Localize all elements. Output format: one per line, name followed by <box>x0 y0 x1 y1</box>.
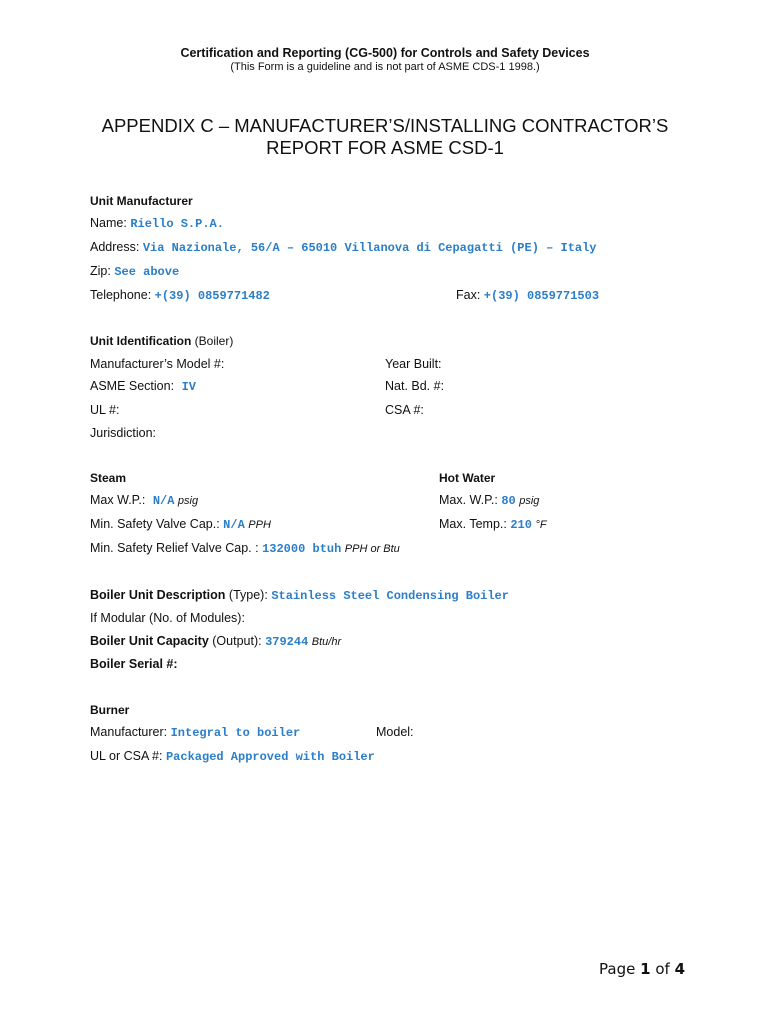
boiler-capacity-unit: Btu/hr <box>311 636 342 648</box>
burner-model-label: Model: <box>376 725 414 739</box>
burner-manufacturer-label: Manufacturer: <box>90 725 168 739</box>
steam-max-wp-value: N/A <box>152 494 175 508</box>
ul-label: UL #: <box>90 403 120 417</box>
min-relief-label: Min. Safety Relief Valve Cap. : <box>90 541 259 555</box>
min-safety-valve-unit: PPH <box>248 519 271 531</box>
steam-max-wp-unit: psig <box>177 495 199 507</box>
page-total: 4 <box>674 960 686 978</box>
name-label: Name: <box>90 216 127 230</box>
manufacturer-zip-row <box>90 264 179 279</box>
boiler-description-type: (Type): <box>228 588 268 602</box>
boiler-capacity-output: (Output): <box>212 634 262 648</box>
page-current: 1 <box>640 960 651 978</box>
unit-identification-note: (Boiler) <box>194 334 234 348</box>
appendix-title-line2: REPORT FOR ASME CSD-1 <box>266 137 504 158</box>
burner-ul-csa-value: Packaged Approved with Boiler <box>165 750 375 764</box>
burner-manufacturer-value: Integral to boiler <box>170 726 301 740</box>
max-temp-value: 210 <box>510 518 532 532</box>
unit-identification-title: Unit Identification <box>90 334 192 348</box>
name-value: Riello S.P.A. <box>130 217 224 231</box>
modular-label: If Modular (No. of Modules): <box>90 611 245 625</box>
nat-bd-label: Nat. Bd. #: <box>385 379 445 393</box>
boiler-description-label: Boiler Unit Description <box>90 588 226 602</box>
jurisdiction-label: Jurisdiction: <box>90 426 156 440</box>
form-subtitle: (This Form is a guideline and is not part of ASME CDS-1 1998.) <box>230 61 540 73</box>
boiler-capacity-label: Boiler Unit Capacity <box>90 634 209 648</box>
steam-min-relief-row <box>90 541 400 556</box>
page-word: Page <box>599 960 636 978</box>
page-indicator <box>599 960 685 978</box>
zip-value: See above <box>114 265 180 279</box>
year-built-label: Year Built: <box>385 357 442 371</box>
boiler-description-row <box>90 588 509 603</box>
boiler-description-value: Stainless Steel Condensing Boiler <box>271 589 509 603</box>
boiler-capacity-row <box>90 634 341 649</box>
boiler-capacity-value: 379244 <box>265 635 309 649</box>
appendix-title-line1: APPENDIX C – MANUFACTURER’S/INSTALLING CONTRACTOR’S <box>101 115 669 136</box>
hot-water-max-wp-value: 80 <box>501 494 516 508</box>
telephone-label: Telephone: <box>90 288 152 302</box>
fax-value: +(39) 0859771503 <box>483 289 600 303</box>
hot-water-max-wp-unit: psig <box>519 495 540 507</box>
steam-max-wp-label: Max W.P.: <box>90 493 146 507</box>
burner-ul-csa-row <box>90 749 375 764</box>
max-temp-label: Max. Temp.: <box>439 517 507 531</box>
min-safety-valve-value: N/A <box>223 518 245 532</box>
min-safety-valve-label: Min. Safety Valve Cap.: <box>90 517 220 531</box>
hot-water-max-wp-label: Max. W.P.: <box>439 493 498 507</box>
asme-section-value: IV <box>181 380 196 394</box>
form-title: Certification and Reporting (CG-500) for Controls and Safety Devices <box>180 46 590 60</box>
hot-water-max-wp-row <box>439 493 539 508</box>
manufacturer-telephone-row <box>90 288 270 303</box>
address-label: Address: <box>90 240 140 254</box>
manufacturer-fax-row <box>456 288 599 303</box>
address-value: Via Nazionale, 56/A – 65010 Villanova di Cepagatti (PE) – Italy <box>142 241 597 255</box>
csa-label: CSA #: <box>385 403 424 417</box>
asme-section-label: ASME Section: <box>90 379 175 393</box>
asme-section-row <box>90 379 196 394</box>
model-label: Manufacturer’s Model #: <box>90 357 225 371</box>
steam-min-safety-valve-row <box>90 517 271 532</box>
hot-water-max-temp-row <box>439 517 547 532</box>
unit-identification-heading <box>90 334 233 348</box>
burner-ul-csa-label: UL or CSA #: <box>90 749 163 763</box>
unit-manufacturer-heading: Unit Manufacturer <box>90 194 193 208</box>
hot-water-heading: Hot Water <box>439 471 496 485</box>
steam-max-wp-row <box>90 493 198 508</box>
burner-manufacturer-row <box>90 725 300 740</box>
boiler-serial-label: Boiler Serial #: <box>90 657 178 671</box>
of-word: of <box>655 960 670 978</box>
zip-label: Zip: <box>90 264 111 278</box>
min-relief-unit: PPH or Btu <box>344 543 400 555</box>
burner-heading: Burner <box>90 703 130 717</box>
fax-label: Fax: <box>456 288 481 302</box>
telephone-value: +(39) 0859771482 <box>154 289 270 303</box>
min-relief-value: 132000 btuh <box>262 542 342 556</box>
max-temp-unit: °F <box>535 519 547 531</box>
manufacturer-address-row <box>90 240 597 255</box>
manufacturer-name-row <box>90 216 224 231</box>
steam-heading: Steam <box>90 471 127 485</box>
